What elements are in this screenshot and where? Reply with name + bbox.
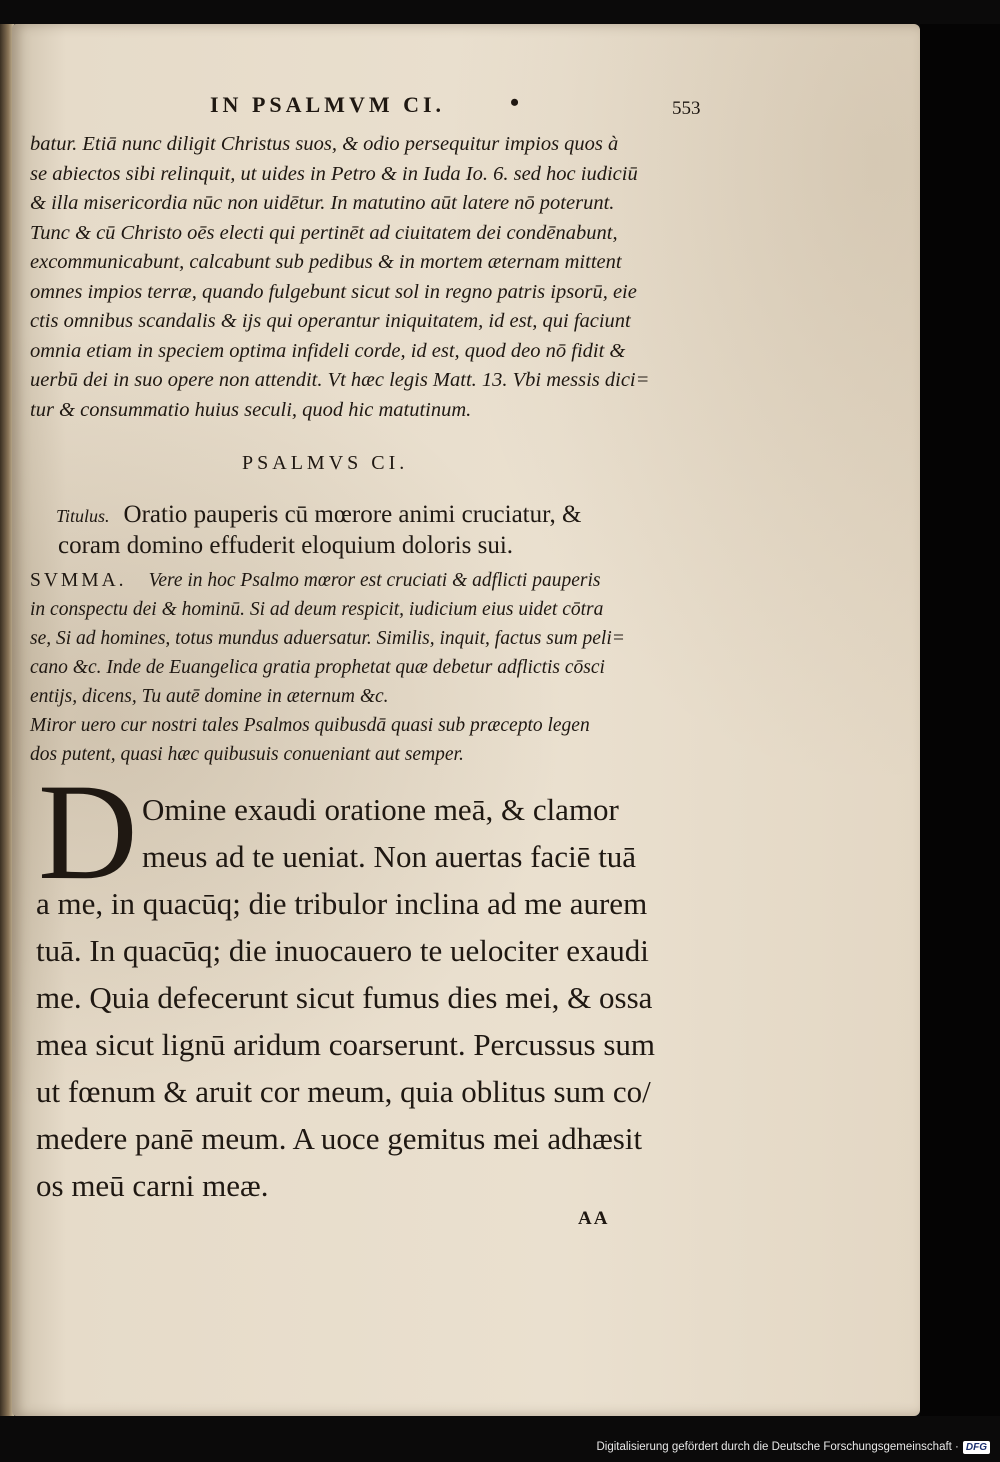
commentary-line: batur. Etiā nunc diligit Christus suos, & odio persequitur impios quos à: [30, 133, 619, 155]
psalm-line: ut fœnum & aruit cor meum, quia oblitus sum co/: [36, 1074, 651, 1109]
summa-line: Miror uero cur nostri tales Psalmos quibusdā quasi sub præcepto legen: [30, 715, 590, 736]
commentary-line: omnes impios terræ, quando fulgebunt sicut sol in regno patris ipsorū, eie: [30, 280, 637, 303]
titulus-label: Titulus.: [56, 506, 110, 526]
running-title: IN PSALMVM CI.: [210, 92, 446, 117]
catchword: AA: [578, 1208, 610, 1229]
footer-text: Digitalisierung gefördert durch die Deutsche Forschungsgemeinschaft ·: [596, 1441, 959, 1453]
commentary-line: uerbū dei in suo opere non attendit. Vt hæc legis Matt. 13. Vbi messis dici=: [30, 369, 650, 391]
commentary-line: & illa misericordia nūc non uidētur. In matutino aūt latere nō poterunt.: [30, 192, 615, 214]
psalm-heading: PSALMVS CI.: [242, 452, 409, 474]
psalm-line: Omine exaudi oratione meā, & clamor: [142, 792, 619, 827]
summa-line: Vere in hoc Psalmo mœror est cruciati & adflicti pauperis: [148, 570, 601, 591]
commentary-line: se abiectos sibi relinquit, ut uides in Petro & in Iuda Io. 6. sed hoc iudiciū: [30, 162, 638, 185]
commentary-line: omnia etiam in speciem optima infideli corde, id est, quod deo nō fidit &: [30, 339, 626, 362]
funding-footer: [596, 1436, 990, 1458]
commentary-line: Tunc & cū Christo oēs electi qui pertinēt ad ciuitatem dei condēnabunt,: [30, 221, 618, 244]
commentary-line: tur & consummatio huius seculi, quod hic matutinum.: [30, 398, 472, 421]
psalm-line: me. Quia defecerunt sicut fumus dies mei, & ossa: [36, 980, 653, 1015]
summa-line: in conspectu dei & hominū. Si ad deum respicit, iudicium eius uidet cōtra: [30, 599, 604, 620]
psalm-line: a me, in quacūq; die tribulor inclina ad me aurem: [36, 886, 648, 921]
psalm-line: tuā. In quacūq; die inuocauero te uelociter exaudi: [36, 933, 649, 968]
commentary-line: excommunicabunt, calcabunt sub pedibus & in mortem æternam mittent: [30, 251, 622, 273]
page-number: 553: [672, 98, 701, 119]
summa-line: se, Si ad homines, totus mundus aduersatur. Similis, inquit, factus sum peli=: [30, 628, 625, 649]
commentary-line: ctis omnibus scandalis & ijs qui operantur iniquitatem, id est, qui faciunt: [30, 310, 631, 332]
summa-line: entijs, dicens, Tu autē domine in æternum &c.: [30, 686, 389, 707]
dfg-logo: DFG: [963, 1441, 990, 1454]
summa-line: dos putent, quasi hæc quibusuis conueniant aut semper.: [30, 744, 464, 765]
summa-block: [30, 566, 690, 769]
psalm-line: mea sicut lignū aridum coarserunt. Percussus sum: [36, 1027, 656, 1062]
commentary-block: [30, 130, 690, 425]
titulus-block: [56, 500, 696, 561]
psalm-line: medere panē meum. A uoce gemitus mei adhæsit: [36, 1121, 643, 1156]
titulus-line: coram domino effuderit eloquium doloris sui.: [58, 532, 514, 559]
psalm-text: [36, 786, 696, 1209]
titulus-line: Oratio pauperis cū mœrore animi cruciatur, &: [123, 501, 582, 528]
svg-text:D: D: [38, 774, 138, 886]
header-ornament: •: [510, 88, 524, 117]
summa-line: cano &c. Inde de Euangelica gratia prophetat quæ debetur adflictis cōsci: [30, 657, 605, 678]
psalm-line: meus ad te ueniat. Non auertas faciē tuā: [142, 839, 637, 874]
summa-label: SVMMA.: [30, 570, 127, 591]
scan-background: [920, 24, 1000, 1416]
psalm-line: os meū carni meæ.: [36, 1168, 269, 1203]
